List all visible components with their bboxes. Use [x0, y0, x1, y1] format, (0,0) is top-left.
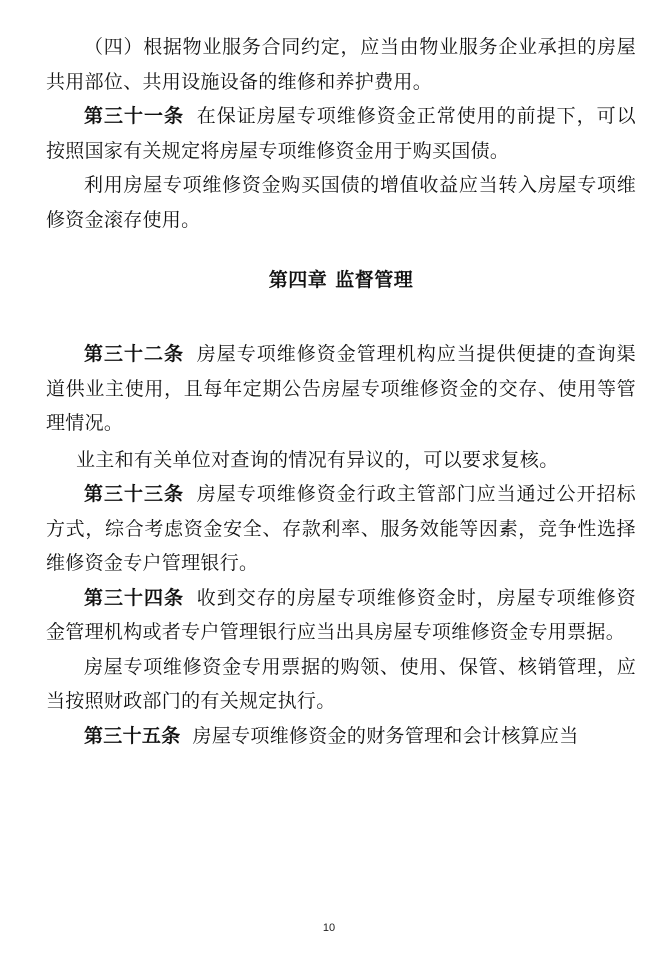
- chapter-title: 监督管理: [335, 269, 414, 291]
- article-number: 第三十二条: [84, 343, 184, 365]
- article-35: [46, 719, 636, 754]
- paragraph-text: （四）根据物业服务合同约定，应当由物业服务企业承担的房屋共用部位、共用设施设备的维修和养护费用。: [46, 36, 636, 93]
- chapter-heading: [46, 237, 636, 337]
- article-34: [46, 581, 636, 650]
- article-number: 第三十五条: [84, 724, 181, 747]
- paragraph-national-debt-income: [46, 168, 636, 237]
- chapter-number: 第四章: [268, 269, 328, 291]
- page-number: 10: [322, 922, 336, 934]
- paragraph-text: 房屋专项维修资金的财务管理和会计核算应当: [192, 724, 579, 747]
- paragraph-text: 业主和有关单位对查询的情况有异议的，可以要求复核。: [76, 448, 559, 471]
- paragraph-text: 房屋专项维修资金行政主管部门应当通过公开招标方式，综合考虑资金安全、存款利率、服务效能等因素，竞争性选择维修资金专户管理银行。: [46, 483, 636, 574]
- article-33: [46, 477, 636, 581]
- paragraph-item-4: [46, 30, 636, 99]
- paragraph-text: 房屋专项维修资金专用票据的购领、使用、保管、核销管理，应当按照财政部门的有关规定执行。: [46, 655, 636, 712]
- paragraph-text: 房屋专项维修资金管理机构应当提供便捷的查询渠道供业主使用，且每年定期公告房屋专项维修资金的交存、使用等管理情况。: [46, 343, 636, 434]
- paragraph-review: [46, 443, 636, 478]
- article-number: 第三十三条: [84, 483, 184, 505]
- paragraph-text: 在保证房屋专项维修资金正常使用的前提下，可以按照国家有关规定将房屋专项维修资金用于购买国债。: [46, 105, 636, 162]
- paragraph-text: 收到交存的房屋专项维修资金时，房屋专项维修资金管理机构或者专户管理银行应当出具房屋专项维修资金专用票据。: [46, 586, 636, 643]
- article-number: 第三十四条: [84, 586, 184, 609]
- paragraph-receipt-management: [46, 650, 636, 719]
- article-31: [46, 99, 636, 168]
- article-32: [46, 337, 636, 441]
- article-number: 第三十一条: [84, 105, 184, 127]
- document-body: [46, 30, 636, 753]
- paragraph-text: 利用房屋专项维修资金购买国债的增值收益应当转入房屋专项维修资金滚存使用。: [46, 174, 636, 231]
